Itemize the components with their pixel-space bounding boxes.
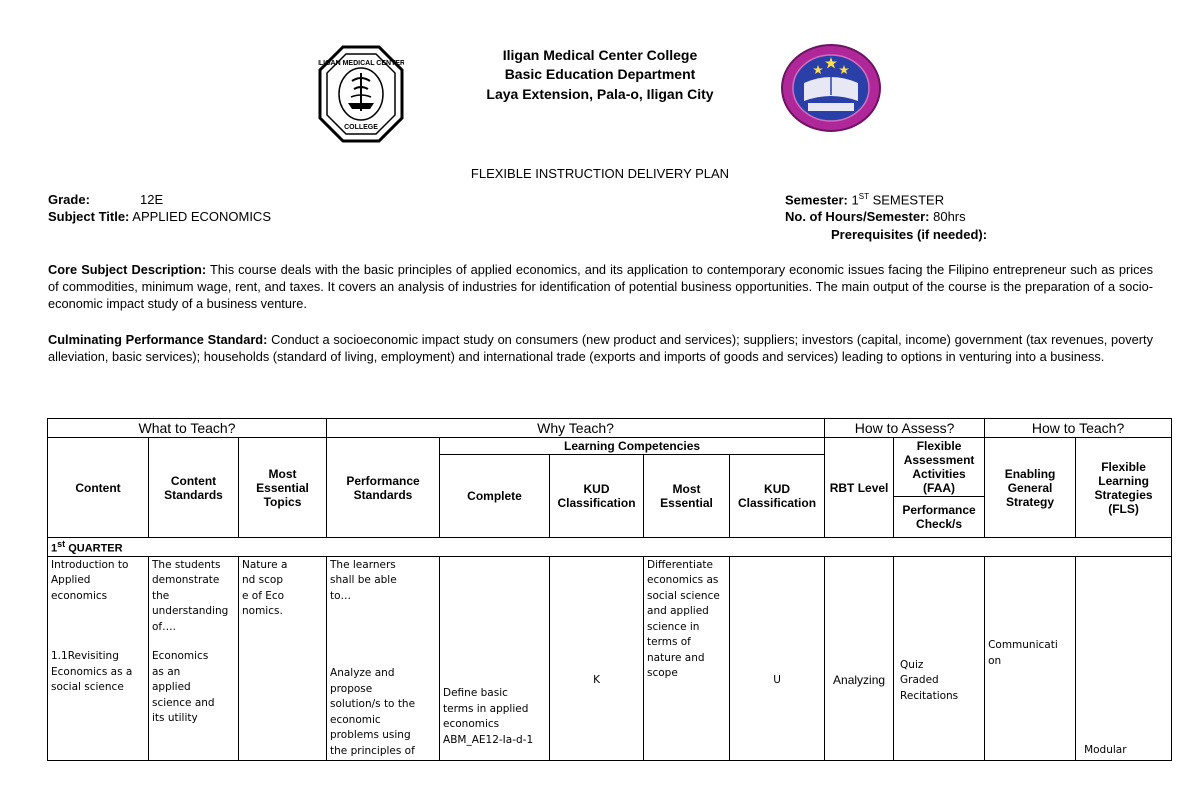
cell-content: Introduction to Applied economics 1.1Revisiting Economics as a social science (48, 556, 149, 761)
col-content-standards: Content Standards (149, 438, 239, 538)
group-how-to-teach: How to Teach? (985, 419, 1172, 438)
cell-rbt-level: Analyzing (825, 556, 894, 761)
col-most-essential-topics: Most Essential Topics (239, 438, 327, 538)
document-title: FLEXIBLE INSTRUCTION DELIVERY PLAN (470, 166, 730, 181)
cell-enabling: Communication (985, 556, 1076, 761)
school-name: Iligan Medical Center College (502, 47, 698, 63)
svg-text:COLLEGE: COLLEGE (344, 124, 378, 131)
culminating-standard: Culminating Performance Standard: Conduct a socioeconomic impact study on consumers (new product and services); suppliers; investors (capital, income) government (tax revenues, poverty alleviation, basic services); households (standard of living, employment) and international trade (exports and imports of goods and services) leading to options in venturing into a business. (48, 332, 1153, 364)
table-row (48, 556, 1172, 761)
cell-performance-standards: The learners shall be able to… Analyze and propose solution/s to the economic problems using the principles of (327, 556, 440, 761)
department-name: Basic Education Department (504, 66, 696, 82)
hours-line: No. of Hours/Semester: 80hrs (785, 209, 966, 224)
col-performance-checks: Performance Check/s (894, 497, 985, 538)
col-fls: Flexible Learning Strategies (FLS) (1076, 438, 1172, 538)
grade-value: 12E (140, 192, 164, 207)
learning-competencies-header: Learning Competencies (440, 438, 825, 455)
col-kud-classification-2: KUD Classification (730, 455, 825, 538)
cell-complete: Define basic terms in applied economics ABM_AE12-Ia-d-1 (440, 556, 550, 761)
cell-faa: Quiz Graded Recitations (894, 556, 985, 761)
school-address: Laya Extension, Pala-o, Iligan City (486, 86, 714, 102)
delivery-plan-table (47, 418, 1172, 761)
col-performance-standards: Performance Standards (327, 438, 440, 538)
col-content: Content (48, 438, 149, 538)
cell-most-essential: Differentiate economics as social science and applied science in terms of nature and scope (644, 556, 730, 761)
cell-most-essential-topics: Nature and scope of Economics. (239, 556, 327, 761)
col-rbt-level: RBT Level (825, 438, 894, 538)
col-most-essential: Most Essential (644, 455, 730, 538)
group-how-to-assess: How to Assess? (825, 419, 985, 438)
grade-label: Grade: (48, 192, 90, 207)
group-why-teach: Why Teach? (327, 419, 825, 438)
col-kud-classification-1: KUD Classification (550, 455, 644, 538)
cell-kud-2: U (730, 556, 825, 761)
svg-text:ILIGAN MEDICAL CENTER: ILIGAN MEDICAL CENTER (318, 60, 404, 67)
subject-line: Subject Title: APPLIED ECONOMICS (48, 209, 271, 224)
col-enabling-strategy: Enabling General Strategy (985, 438, 1076, 538)
quarter-label: 1st QUARTER (48, 538, 1172, 557)
cell-content-standards: The students demonstrate the understanding of…. Economics as an applied science and its utility (149, 556, 239, 761)
cell-fls: Modular (1076, 556, 1172, 761)
prerequisites-label: Prerequisites (if needed): (831, 227, 988, 242)
col-complete: Complete (440, 455, 550, 538)
core-description: Core Subject Description: This course deals with the basic principles of applied economics, and its application to contemporary economic issues facing the Filipino entrepreneur such as prices of commodities, minimum wage, rent, and taxes. It covers an analysis of industries for identification of potential business opportunities. The main output of the course is the preparation of a socio-economic impact study of a business venture. (48, 262, 1153, 311)
semester-line: Semester: 1ST SEMESTER (785, 192, 945, 208)
col-faa: Flexible Assessment Activities (FAA) (894, 438, 985, 497)
group-what-to-teach: What to Teach? (48, 419, 327, 438)
cell-kud-1: K (550, 556, 644, 761)
